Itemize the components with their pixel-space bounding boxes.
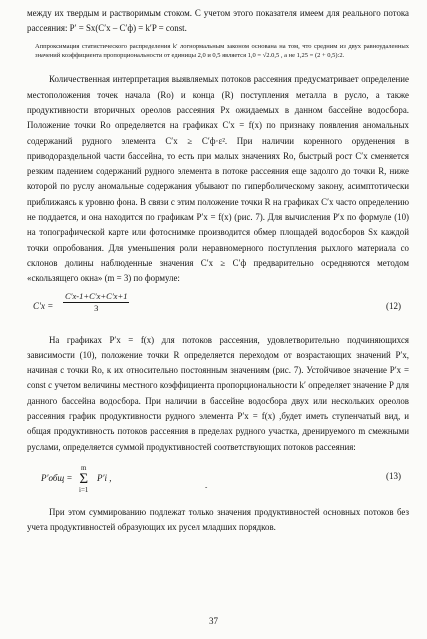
formula-12-numerator: C′x-1+C′x+C′x+1 xyxy=(65,290,128,301)
formula-12-fraction xyxy=(63,291,129,313)
formula-12-number: (12) xyxy=(386,300,401,311)
formula-12 xyxy=(27,289,409,329)
formula-12-left: C′x = xyxy=(33,300,54,311)
formula-13-sum-sign: Σ xyxy=(79,470,89,487)
formula-13-number: (13) xyxy=(386,470,401,481)
paragraph-4: При этом суммированию подлежат только значения продуктивностей основных потоков без учета продуктивностей образующих их русел младших порядков. xyxy=(27,506,409,533)
formula-12-denominator: 3 xyxy=(94,302,99,313)
footnote-approximation: Аппроксимация статистического распределения k′ логнормальным законом основана на том, что средним из двух равноудаленных значений коэффициента пропорциональности от единицы 2,0 и 0,5 является 1,0 = √2.0,5 , а не 1,25 = (2 + 0,5):2. xyxy=(35,42,409,59)
formula-13-sum-top: m xyxy=(80,463,87,472)
formula-13-sum xyxy=(79,464,88,494)
paragraph-1: между их твердым и растворимым стоком. С учетом этого показателя имеем для реального потока рассеяния: P′ = Sx(C′x – C′ф) = k′P = const. xyxy=(27,8,409,34)
paragraph-2: Количественная интерпретация выявляемых потоков рассеяния предусматривает определение местоположения точек начала (Ro) и конца (R) поступления металла в русло, а также продуктивности вторичных ореолов рассеяния Px ожидаемых в данном бассейне водосбора. Положение точки Ro определяется на графиках C′x = f(x) по признаку появления аномальных содержаний рудного элемента C′x ≥ C′ф·ε². При наличии коренного оруденения в приводораздельной части бассейна, то есть при малых значениях Ro, быстрый рост C′x сменяется резким падением содержаний рудного элемента в потоке рассеяния еще задолго до точки R, ниже которой по руслу аномальные содержания убывают по гиперболическому закону, асимптотически приближаясь к уровню фона. В связи с этим положение точки R на графиках C′x часто определению не поддается, и она находится по графикам P′x = f(x) (рис. 7). Для вычисления P′x по формуле (10) на топографической карте или фотоснимке производится обмер площадей водосборов Sx каждой точки опробования. Для уменьшения роли неравномерного поступления рыхлого материала со склонов долины наблюденные значения C′x ≥ C′ф предварительно осредняются методом «скользящего окна» (m = 3) по формуле: xyxy=(27,74,409,284)
formula-13-mark: - xyxy=(205,482,208,491)
formula-13-sum-bottom: i=1 xyxy=(79,485,89,494)
paragraph-3: На графиках P′x = f(x) для потоков рассеяния, удовлетворительно подчиняющихся зависимости (10), положение точки R определяется переходом от возрастающих значений P′x, начиная с точки Ro, к их относительно постоянным значениям (рис. 7). Устойчивое значение P′x = const с учетом величины местного коэффициента пропорциональности k′ определяет значение P для данного бассейна водосбора. При наличии в бассейне водосбора двух или нескольких ореолов рассеяния график продуктивности рудного элемента P′x = f(x) ,будет иметь ступенчатый вид, и общая продуктивность потоков рассеяния в пределах рудного участка, дренируемого m смежными руслами, определяется суммой продуктивностей соответствующих потоков рассеяния: xyxy=(27,334,409,452)
page-number: 37 xyxy=(209,616,218,626)
formula-13-right: P′i , xyxy=(97,472,112,483)
formula-13 xyxy=(27,459,409,501)
formula-13-left: P′общ = xyxy=(41,472,73,483)
